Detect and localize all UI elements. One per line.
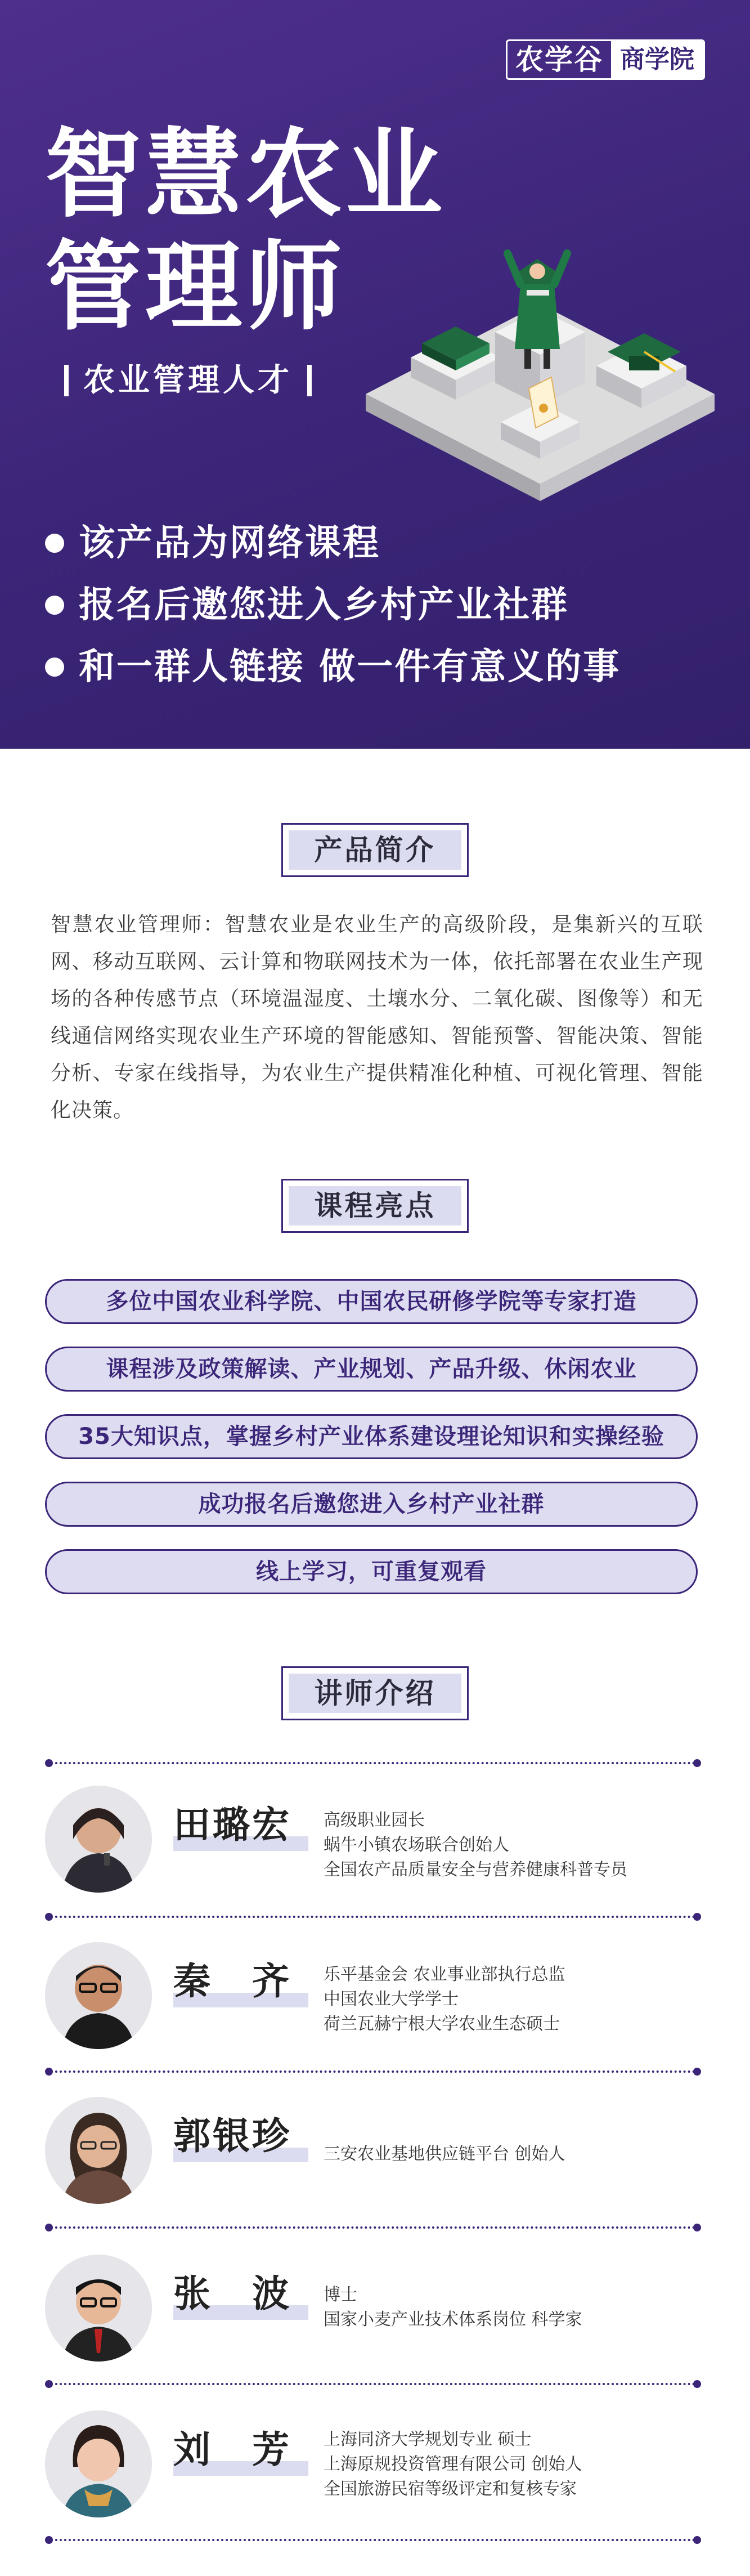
hero-bullet [45, 574, 621, 636]
section-title-text: 课程亮点 [289, 1186, 461, 1226]
teacher-desc: 上海原规投资管理有限公司 创始人 [324, 2454, 582, 2474]
teacher-desc: 国家小麦产业技术体系岗位 科学家 [324, 2310, 582, 2329]
section-title-text: 讲师介绍 [289, 1674, 461, 1713]
teacher-desc: 蜗牛小镇农场联合创始人 [324, 1835, 509, 1855]
highlight-pill: 线上学习，可重复观看 [45, 1549, 698, 1594]
tagline-bar-left [64, 365, 69, 396]
teacher-desc: 乐平基金会 农业事业部执行总监 [324, 1965, 565, 1984]
bullet-dot-icon [45, 534, 64, 553]
teacher-name: 张 波 [173, 2272, 291, 2315]
teacher-card [45, 1942, 709, 2066]
teacher-name: 秦 齐 [173, 1960, 291, 2003]
avatar [45, 2255, 152, 2362]
teacher-desc: 博士 [324, 2285, 357, 2305]
tagline-text: 农业管理人才 [83, 362, 293, 399]
section-title-text: 产品简介 [289, 830, 461, 870]
hero-bullet [45, 636, 621, 698]
brand-logo [506, 39, 705, 80]
highlight-pill: 课程涉及政策解读、产业规划、产品升级、休闲农业 [45, 1347, 698, 1392]
dotted-divider [45, 2380, 701, 2388]
section-title-highlights [281, 1179, 469, 1233]
dotted-divider [45, 1759, 701, 1767]
bullet-dot-icon [45, 596, 64, 615]
hero-banner [0, 0, 750, 749]
hero-tagline [50, 358, 326, 403]
intro-paragraph: 智慧农业管理师：智慧农业是农业生产的高级阶段，是集新兴的互联网、移动互联网、云计算和物联网技术为一体，依托部署在农业生产现场的各种传感节点（环境温湿度、土壤水分、二氧化碳、图像等）和无线通信网络实现农业生产环境的智能感知、智能预警、智能决策、智能分析、专家在线指导，为农业生产提供精准化种植、可视化管理、智能化决策。 [51, 913, 703, 1122]
tagline-bar-right [307, 365, 312, 396]
avatar [45, 2097, 152, 2204]
avatar [45, 2410, 152, 2517]
bullet-dot-icon [45, 658, 64, 677]
dotted-divider [45, 1913, 701, 1921]
section-title-teachers [281, 1666, 469, 1720]
teacher-desc: 上海同济大学规划专业 硕士 [324, 2430, 532, 2449]
dotted-divider [45, 2224, 701, 2231]
hero-bullets [45, 512, 621, 698]
teacher-desc: 荷兰瓦赫宁根大学农业生态硕士 [324, 2014, 560, 2034]
teacher-desc: 全国农产品质量安全与营养健康科普专员 [324, 1860, 627, 1880]
hero-bullet [45, 512, 621, 574]
hero-title-line2: 管理师 [45, 230, 345, 343]
graduation-illustration [360, 236, 720, 540]
dotted-divider [45, 2068, 701, 2076]
teacher-card [45, 2255, 709, 2378]
teacher-name: 郭银珍 [173, 2114, 291, 2158]
logo-sub-text: 商学院 [611, 41, 703, 78]
teacher-card [45, 1786, 709, 1909]
dotted-divider [45, 2536, 701, 2544]
teacher-name: 刘 芳 [173, 2428, 291, 2471]
hero-title-line1: 智慧农业 [45, 118, 446, 231]
logo-main-text: 农学谷 [515, 43, 603, 76]
teacher-desc: 全国旅游民宿等级评定和复核专家 [324, 2479, 577, 2499]
teacher-card [45, 2097, 709, 2221]
teacher-card [45, 2410, 709, 2534]
avatar [45, 1786, 152, 1893]
teacher-desc: 高级职业园长 [324, 1810, 425, 1830]
teacher-desc: 中国农业大学学士 [324, 1989, 459, 2009]
section-title-intro [281, 823, 469, 877]
highlight-pill: 多位中国农业科学院、中国农民研修学院等专家打造 [45, 1279, 698, 1324]
hero-bullet-text: 和一群人链接 做一件有意义的事 [79, 646, 621, 688]
highlight-pill: 成功报名后邀您进入乡村产业社群 [45, 1482, 698, 1527]
hero-bullet-text: 该产品为网络课程 [79, 522, 380, 564]
avatar [45, 1942, 152, 2049]
highlight-pill: 35大知识点，掌握乡村产业体系建设理论知识和实操经验 [45, 1414, 698, 1459]
teacher-desc: 三安农业基地供应链平台 创始人 [324, 2144, 565, 2164]
hero-bullet-text: 报名后邀您进入乡村产业社群 [79, 584, 569, 626]
teacher-name: 田璐宏 [173, 1803, 291, 1846]
